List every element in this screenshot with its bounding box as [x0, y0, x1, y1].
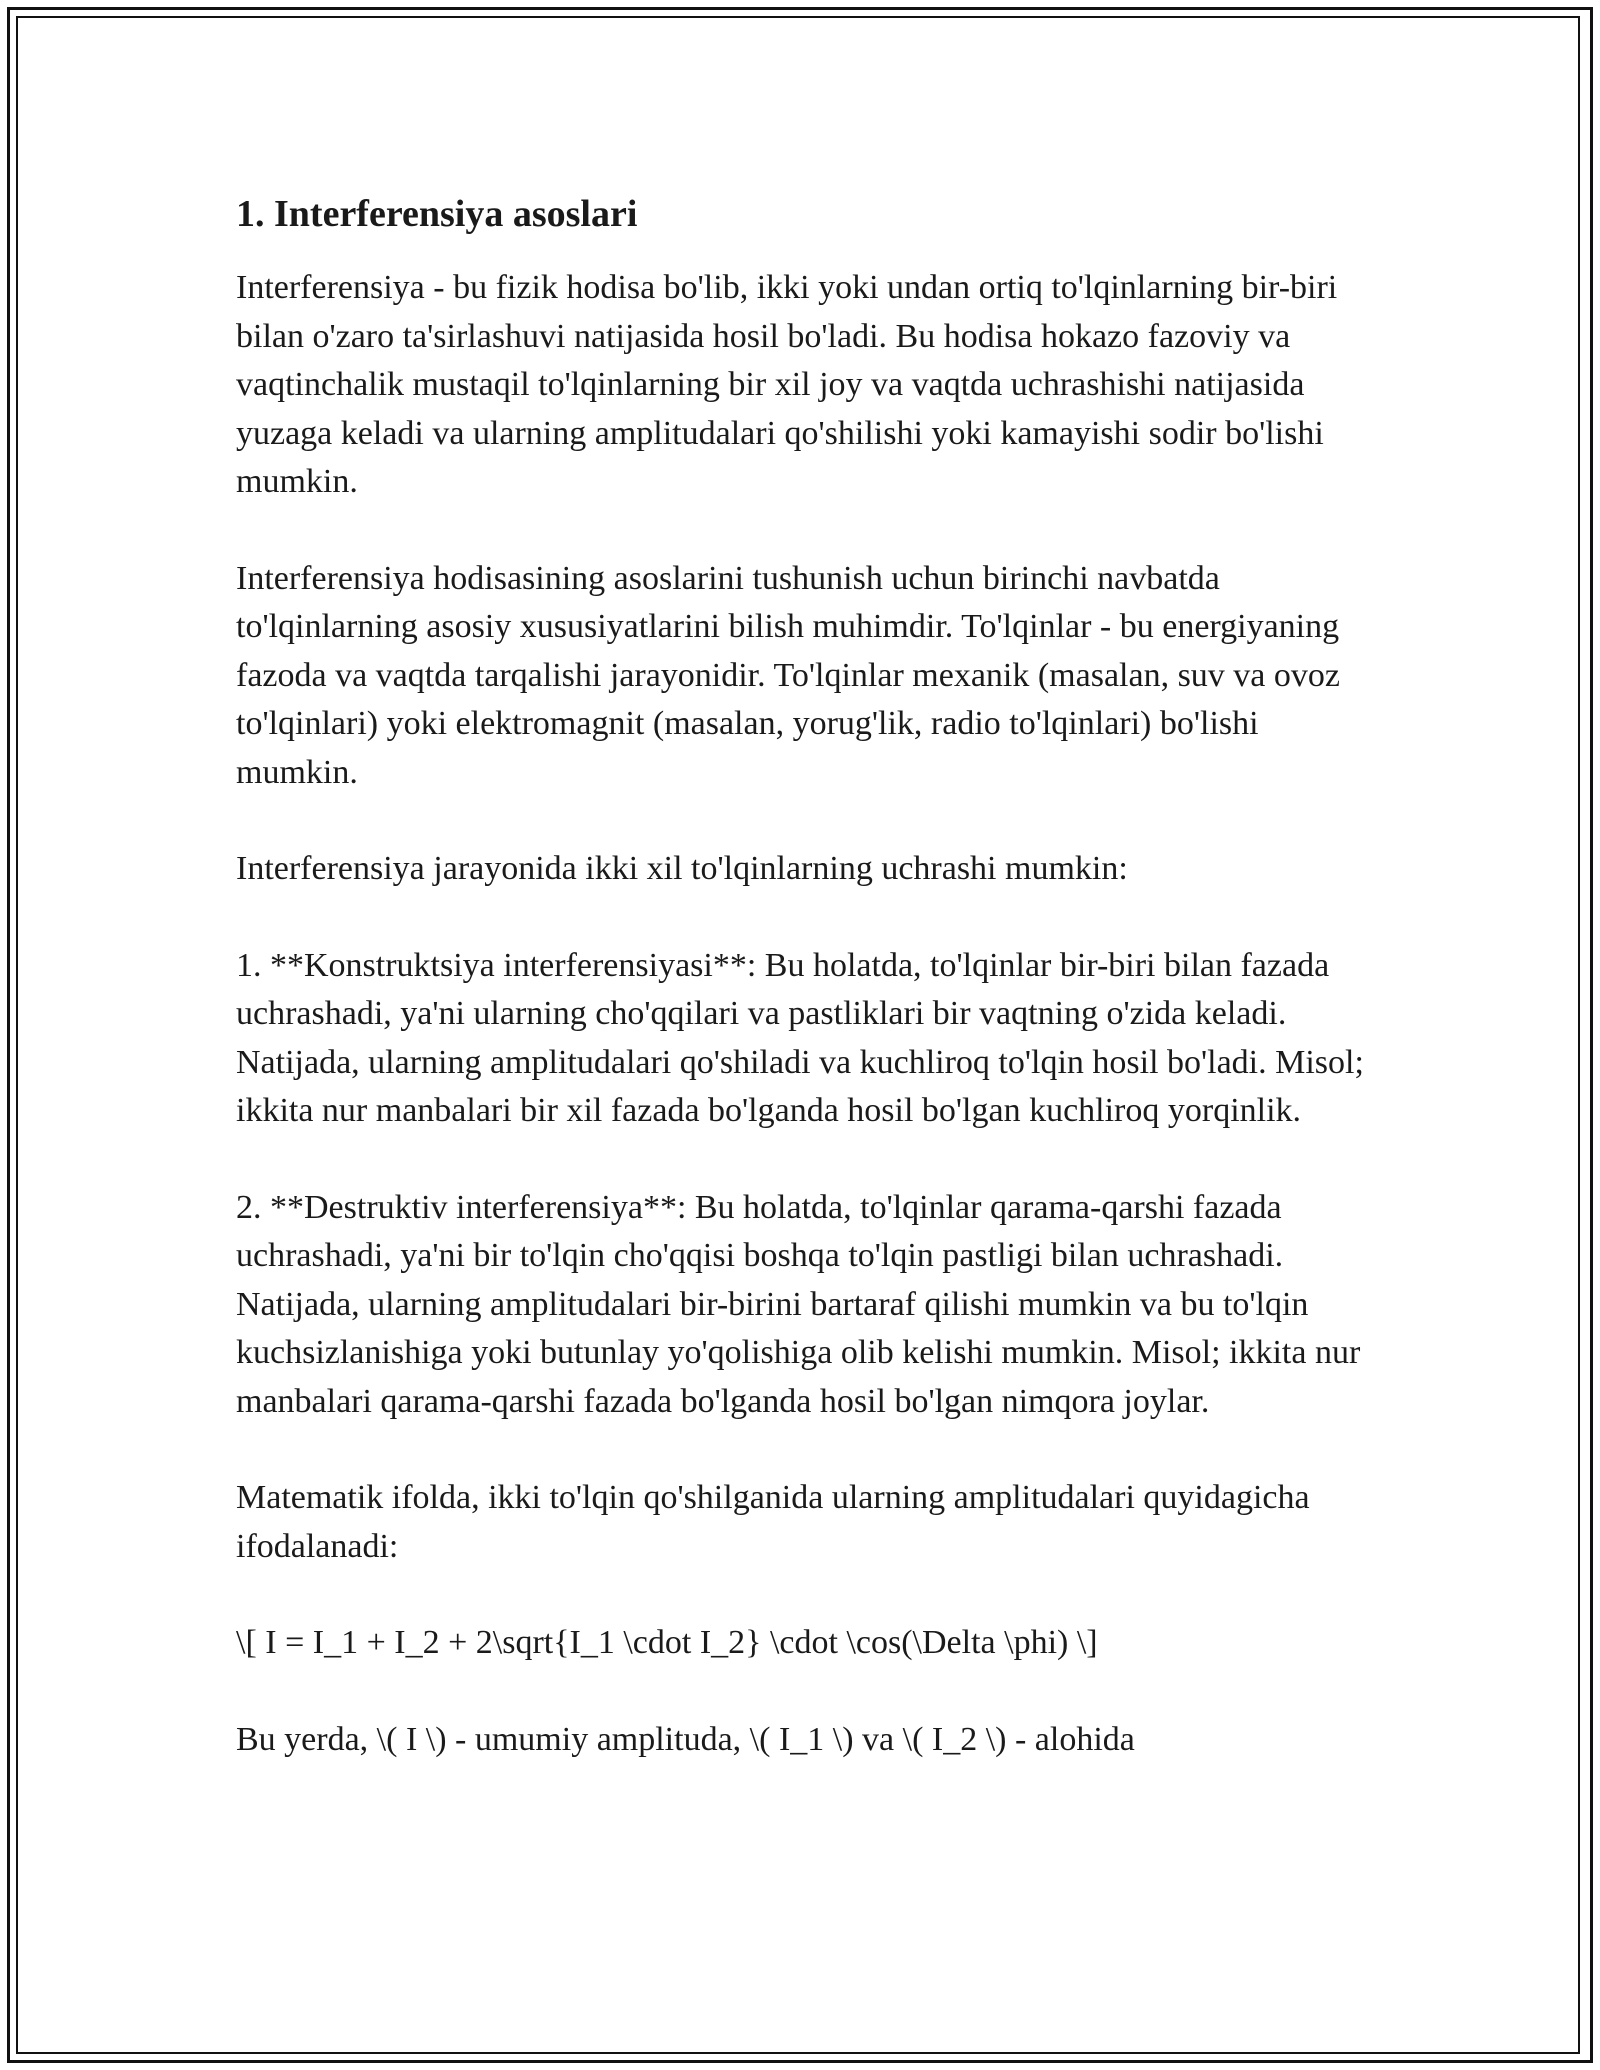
section-title: 1. Interferensiya asoslari — [236, 193, 638, 235]
paragraph-destructive: 2. **Destruktiv interferensiya**: Bu holatda, to'lqinlar qarama-qarshi fazada uchrashadi, ya'ni bir to'lqin cho'qqisi boshqa to'lqin pastligi bilan uchrashadi. Natijada, ularning amplitudalari bir-birini bartaraf qilishi mumkin va bu to'lqin kuchsizlanishiga yoki butunlay yo'qolishiga olib kelishi mumkin. Misol; ikkita nur manbalari qarama-qarshi fazada bo'lganda hosil bo'lgan nimqora joylar. — [236, 1188, 1361, 1420]
paragraph-explanation: Bu yerda, \( I \) - umumiy amplituda, \( I_1 \) va \( I_2 \) - alohida — [236, 1720, 1135, 1758]
document-body — [236, 186, 1376, 1812]
paragraph-types-intro: Interferensiya jarayonida ikki xil to'lqinlarning uchrashi mumkin: — [236, 850, 1128, 887]
paragraph-math-intro: Matematik ifolda, ikki to'lqin qo'shilganida ularning amplitudalari quyidagicha ifodalanadi: — [236, 1479, 1310, 1565]
formula-line: \[ I = I_1 + I_2 + 2\sqrt{I_1 \cdot I_2} \cdot \cos(\Delta \phi) \] — [236, 1624, 1098, 1661]
paragraph-wave-basics: Interferensiya hodisasining asoslarini tushunish uchun birinchi navbatda to'lqinlarning asosiy xususiyatlarini bilish muhimdir. To'lqinlar - bu energiyaning fazoda va vaqtda tarqalishi jarayonidir. To'lqinlar mexanik (masalan, suv va ovoz to'lqinlari) yoki elektromagnit (masalan, yorug'lik, radio to'lqinlari) bo'lishi mumkin. — [236, 559, 1340, 791]
paragraph-constructive: 1. **Konstruktsiya interferensiyasi**: Bu holatda, to'lqinlar bir-biri bilan fazada uchrashadi, ya'ni ularning cho'qqilari va pastliklari bir vaqtning o'zida keladi. Natijada, ularning amplitudalari qo'shiladi va kuchliroq to'lqin hosil bo'ladi. Misol; ikkita nur manbalari bir xil fazada bo'lganda hosil bo'lgan kuchliroq yorqinlik. — [236, 946, 1364, 1129]
paragraph-intro: Interferensiya - bu fizik hodisa bo'lib, ikki yoki undan ortiq to'lqinlarning bir-biri bilan o'zaro ta'sirlashuvi natijasida hosil bo'ladi. Bu hodisa hokazo fazoviy va vaqtinchalik mustaqil to'lqinlarning bir xil joy va vaqtda uchrashishi natijasida yuzaga keladi va ularning amplitudalari qo'shilishi yoki kamayishi sodir bo'lishi mumkin. — [236, 269, 1338, 500]
